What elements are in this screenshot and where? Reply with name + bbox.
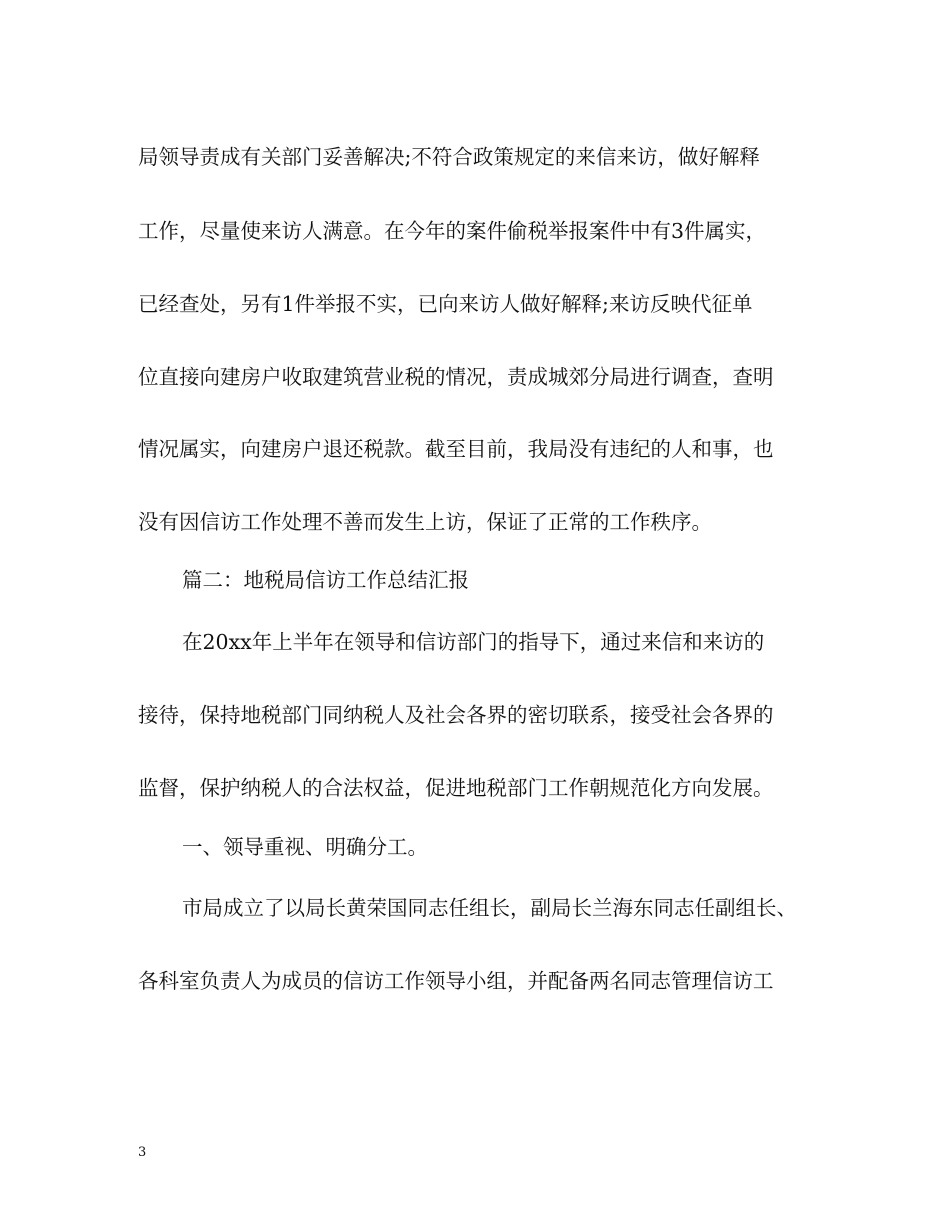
subsection-heading: 一、领导重视、明确分工。 bbox=[182, 835, 428, 859]
paragraph-line: 已经查处，另有1件举报不实，已向来访人做好解释;来访反映代征单 bbox=[138, 292, 753, 316]
page-number: 3 bbox=[138, 1145, 147, 1160]
paragraph-line: 没有因信访工作处理不善而发生上访，保证了正常的工作秩序。 bbox=[138, 510, 712, 534]
paragraph-line: 位直接向建房户收取建筑营业税的情况，责成城郊分局进行调查，查明 bbox=[138, 365, 774, 389]
paragraph-line: 情况属实，向建房户退还税款。截至目前，我局没有违纪的人和事，也 bbox=[138, 437, 774, 461]
paragraph-line: 接待，保持地税部门同纳税人及社会各界的密切联系，接受社会各界的 bbox=[138, 703, 774, 727]
paragraph-line: 市局成立了以局长黄荣国同志任组长，副局长兰海东同志任副组长、 bbox=[182, 896, 797, 920]
paragraph-line: 工作，尽量使来访人满意。在今年的案件偷税举报案件中有3件属实， bbox=[138, 219, 767, 243]
section-heading: 篇二：地税局信访工作总结汇报 bbox=[182, 568, 469, 592]
paragraph-line: 监督，保护纳税人的合法权益，促进地税部门工作朝规范化方向发展。 bbox=[138, 776, 774, 800]
paragraph-line: 局领导责成有关部门妥善解决;不符合政策规定的来信来访，做好解释 bbox=[138, 145, 760, 169]
paragraph-line: 在20xx年上半年在领导和信访部门的指导下，通过来信和来访的 bbox=[182, 630, 765, 654]
paragraph-line: 各科室负责人为成员的信访工作领导小组，并配备两名同志管理信访工 bbox=[138, 969, 774, 993]
